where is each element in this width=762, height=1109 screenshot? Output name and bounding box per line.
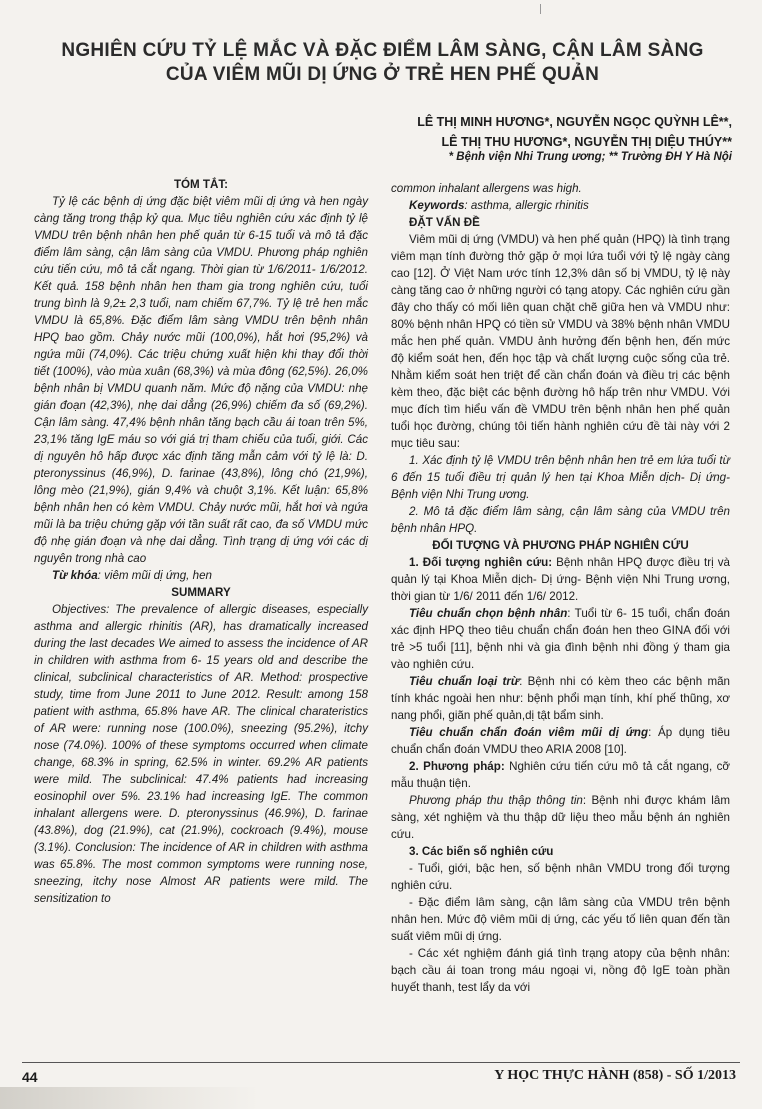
left-column	[34, 176, 368, 907]
intro-heading: ĐẶT VẤN ĐỀ	[409, 216, 480, 229]
subjects-label: 1. Đối tượng nghiên cứu:	[409, 556, 553, 569]
abstract-vi: Tỷ lệ các bệnh dị ứng đặc biệt viêm mũi dị ứng và hen ngày càng tăng trong thập kỷ qua. Mục tiêu nghiên cứu xác định tỷ lệ VMDU trên bệnh nhân hen phế quản từ 6-15 tuổi và mô tả đặc điểm lâm sàng, cận lâm sàng của VMDU. Phương pháp nghiên cứu tiến cứu, mô tả cắt ngang. Thời gian từ 1/6/2011- 1/6/2012. Kết quả. 158 bệnh nhân hen tham gia trong nghiên cứu, tuổi trung bình là 9,2± 2,3 tuổi, nam chiếm 67,7%. Tỷ lệ trẻ hen mắc VMDU là 65,8%. Đặc điểm lâm sàng VMDU trên bệnh nhân HPQ bao gồm. Chảy nước mũi (100,0%), hắt hơi (95,2%) và ngứa mũi (74,0%). Các triệu chứng xuất hiện khi thay đổi thời tiết (100%), vào mùa xuân (68,3%) và mùa đông (62,5%). 26,0% bệnh nhân bị VMDU quanh năm. Mức độ nặng của VMDU: nhẹ gián đoạn (42,3%), nhẹ dai dẳng (26,9%) chiếm đa số (69,2%). Cận lâm sàng. 47,4% bệnh nhân tăng bạch cầu ái toan trên 5%, 23,1% tăng IgE máu so với giá trị tham chiếu của tuổi, giới. Các dị nguyên hô hấp được xác định tăng mẫn cảm với tỷ lệ là: D. pteronyssinus (46,9%), D. farinae (43,8%), lông chó (21,9%), lông mèo (21,9%), gián 9,4% và chuột 3,1%. Kết luận: 65,8% bệnh nhân hen có kèm VMDU. Chảy nước mũi, hắt hơi và ngứa mũi là ba triệu chứng gặp với tần suất rất cao, đa số VMDU mức độ nhẹ gián đoạn và nhẹ dai dẳng. Tình trạng dị ứng với các dị nguyên trong nhà cao	[34, 195, 368, 565]
variable-3: - Các xét nghiệm đánh giá tình trạng atopy của bệnh nhân: bạch cầu ái toan trong máu ngoại vi, nồng độ IgE toàn phần huyết thanh, test lẩy da với	[391, 947, 730, 994]
exclusion-label: Tiêu chuẩn loại trừ	[409, 675, 520, 688]
variables-heading: 3. Các biến số nghiên cứu	[409, 845, 554, 858]
keywords-en: : asthma, allergic rhinitis	[464, 199, 589, 212]
exclusion-text: : Bệnh nhi có kèm theo các bệnh mãn tính khác ngoài hen như: bệnh phổi mạn tính, khí phế thũng, xơ nang phổi, giãn phế quản,dị tật bẩm sinh.	[391, 675, 730, 722]
inclusion-paragraph	[391, 605, 730, 673]
diagnosis-label: Tiêu chuẩn chẩn đoán viêm mũi dị ứng	[409, 726, 649, 739]
keywords-vi-label: Từ khóa	[52, 569, 98, 582]
inclusion-text: : Tuổi từ 6- 15 tuổi, chẩn đoán xác định HPQ theo tiêu chuẩn chẩn đoán hen theo GINA đối với trẻ >5 tuổi [11], bệnh nhi và gia đình bệnh nhi đồng ý tham gia vào nghiên cứu.	[391, 607, 730, 671]
collection-paragraph	[391, 792, 730, 843]
keywords-vi-paragraph	[34, 567, 368, 584]
affiliation: * Bệnh viện Nhi Trung ương; ** Trường ĐH Y Hà Nội	[448, 151, 732, 163]
article-title-line1: NGHIÊN CỨU TỶ LỆ MẮC VÀ ĐẶC ĐIỂM LÂM SÀNG, CẬN LÂM SÀNG	[61, 40, 704, 61]
subjects-paragraph	[391, 554, 730, 605]
method-label: 2. Phương pháp:	[409, 760, 505, 773]
intro-paragraph: Viêm mũi dị ứng (VMDU) và hen phế quản (HPQ) là tình trạng viêm mạn tính đường thở gặp ở mọi lứa tuổi với tỷ lệ ngày càng cao [12]. Ở Việt Nam ước tính 12,3% dân số bị VMDU, tỷ lệ này càng tăng cao ở những người có tạng atopy. Các nghiên cứu gần đây cho thấy có mối liên quan chặt chẽ giữa hen và VMDU như: 80% bệnh nhân HPQ có tiền sử VMDU và 38% bệnh nhân VMDU mắc hen phế quản. VMDU ảnh hưởng đến bệnh hen, đến mức độ kiểm soát hen, đến học tập và chất lượng cuộc sống của trẻ. Nhằm kiểm soát hen triệt để cần chẩn đoán và điều trị các bệnh kèm theo, đặc biệt các bệnh đường hô hấp trên như VMDU. Với mục đích tìm hiểu vấn đề VMDU trên bệnh nhân hen phế quản tuổi học đường, chúng tôi tiến hành nghiên cứu đề tài này với 2 mục tiêu sau:	[391, 233, 730, 450]
abstract-heading: TÓM TẮT:	[173, 178, 229, 191]
summary-heading: SUMMARY	[171, 586, 231, 599]
article-title-line2: CỦA VIÊM MŨI DỊ ỨNG Ở TRẺ HEN PHẾ QUẢN	[165, 64, 600, 85]
scan-smudge	[0, 1087, 260, 1109]
summary-en: Objectives: The prevalence of allergic diseases, especially asthma and allergic rhinitis (AR), has dramatically increased during the last decades We aimed to assess the incidence of AR in children with asthma from 6- 15 years old and describe the clinical, subclinical characteristics of AR. Method: prospective study, time from June 2011 to June 2012. Result: among 158 patient with asthma, 65.8% have AR. The clinical charateristics of AR were: running nose (100.0%), sneezing (95.2%), itchy nose (74.0%). 100% of these symptoms occurred when climate change, 68.3% in spring, 62.5% in winter. 69.2% AR patients were mild. The subclinical: 47.4% patients had increasing eosinophil over 5%. 23.1% had increasing IgE. The common inhalant allergens were. D. pteronyssinus (46.9%), D. farinae (43.8%), dog (21.9%), cat (21.9%), cockroach (9.4%), mouse (3.1%). Conclusion: The incidence of AR in children with asthma was 65.8%. The most common symptoms were running nose, sneezing, itchy nose Almost AR patients were mild. The sensitization to	[34, 603, 368, 905]
authors-line2: LÊ THỊ THU HƯƠNG*, NGUYỄN THỊ DIỆU THÚY**	[441, 135, 732, 149]
subjects-text: Bệnh nhân HPQ được điều trị và quản lý tại Khoa Miễn dịch- Dị ứng- Bệnh viện Nhi Trung ương, thời gian từ 1/6/ 2011 đến 1/6/ 2012.	[391, 556, 730, 603]
page-number: 44	[22, 1069, 38, 1085]
keywords-vi: : viêm mũi dị ứng, hen	[97, 569, 212, 582]
inclusion-label: Tiêu chuẩn chọn bệnh nhân	[409, 607, 568, 620]
variable-2: - Đặc điểm lâm sàng, cận lâm sàng của VMDU trên bệnh nhân hen. Mức độ viêm mũi dị ứng, các yếu tố liên quan đến tần suất viêm mũi dị ứng.	[391, 896, 730, 943]
method-text: Nghiên cứu tiến cứu mô tả cắt ngang, cỡ mẫu thuận tiện.	[391, 760, 730, 790]
collection-text: : Bệnh nhi được khám lâm sàng, xét nghiệm và thu thập dữ liệu theo mẫu bệnh án nghiên cứu.	[391, 794, 730, 841]
journal-footer: Y HỌC THỰC HÀNH (858) - SỐ 1/2013	[494, 1068, 736, 1083]
exclusion-paragraph	[391, 673, 730, 724]
keywords-en-paragraph	[391, 197, 730, 214]
objective-2: 2. Mô tả đặc điểm lâm sàng, cận lâm sàng của VMDU trên bệnh nhân HPQ.	[391, 505, 730, 535]
footer-divider	[22, 1062, 740, 1063]
diagnosis-text: : Áp dụng tiêu chuẩn chẩn đoán VMDU theo ARIA 2008 [10].	[391, 726, 730, 756]
keywords-en-label: Keywords	[409, 199, 465, 212]
scan-mark	[540, 4, 541, 14]
summary-end: common inhalant allergens was high.	[391, 182, 582, 195]
variable-1: - Tuổi, giới, bậc hen, số bệnh nhân VMDU trong đối tượng nghiên cứu.	[391, 862, 730, 892]
right-column	[391, 180, 730, 996]
method-paragraph	[391, 758, 730, 792]
methods-heading: ĐỐI TƯỢNG VÀ PHƯƠNG PHÁP NGHIÊN CỨU	[432, 539, 689, 552]
authors-line1: LÊ THỊ MINH HƯƠNG*, NGUYỄN NGỌC QUỲNH LÊ**,	[417, 115, 732, 129]
diagnosis-paragraph	[391, 724, 730, 758]
objective-1: 1. Xác định tỷ lệ VMDU trên bệnh nhân hen trẻ em lứa tuổi từ 6 đến 15 tuổi điều trị quản lý hen tại Khoa Miễn dịch- Dị ứng- Bệnh viện Nhi Trung ương.	[391, 454, 730, 501]
collection-label: Phương pháp thu thập thông tin	[409, 794, 583, 807]
